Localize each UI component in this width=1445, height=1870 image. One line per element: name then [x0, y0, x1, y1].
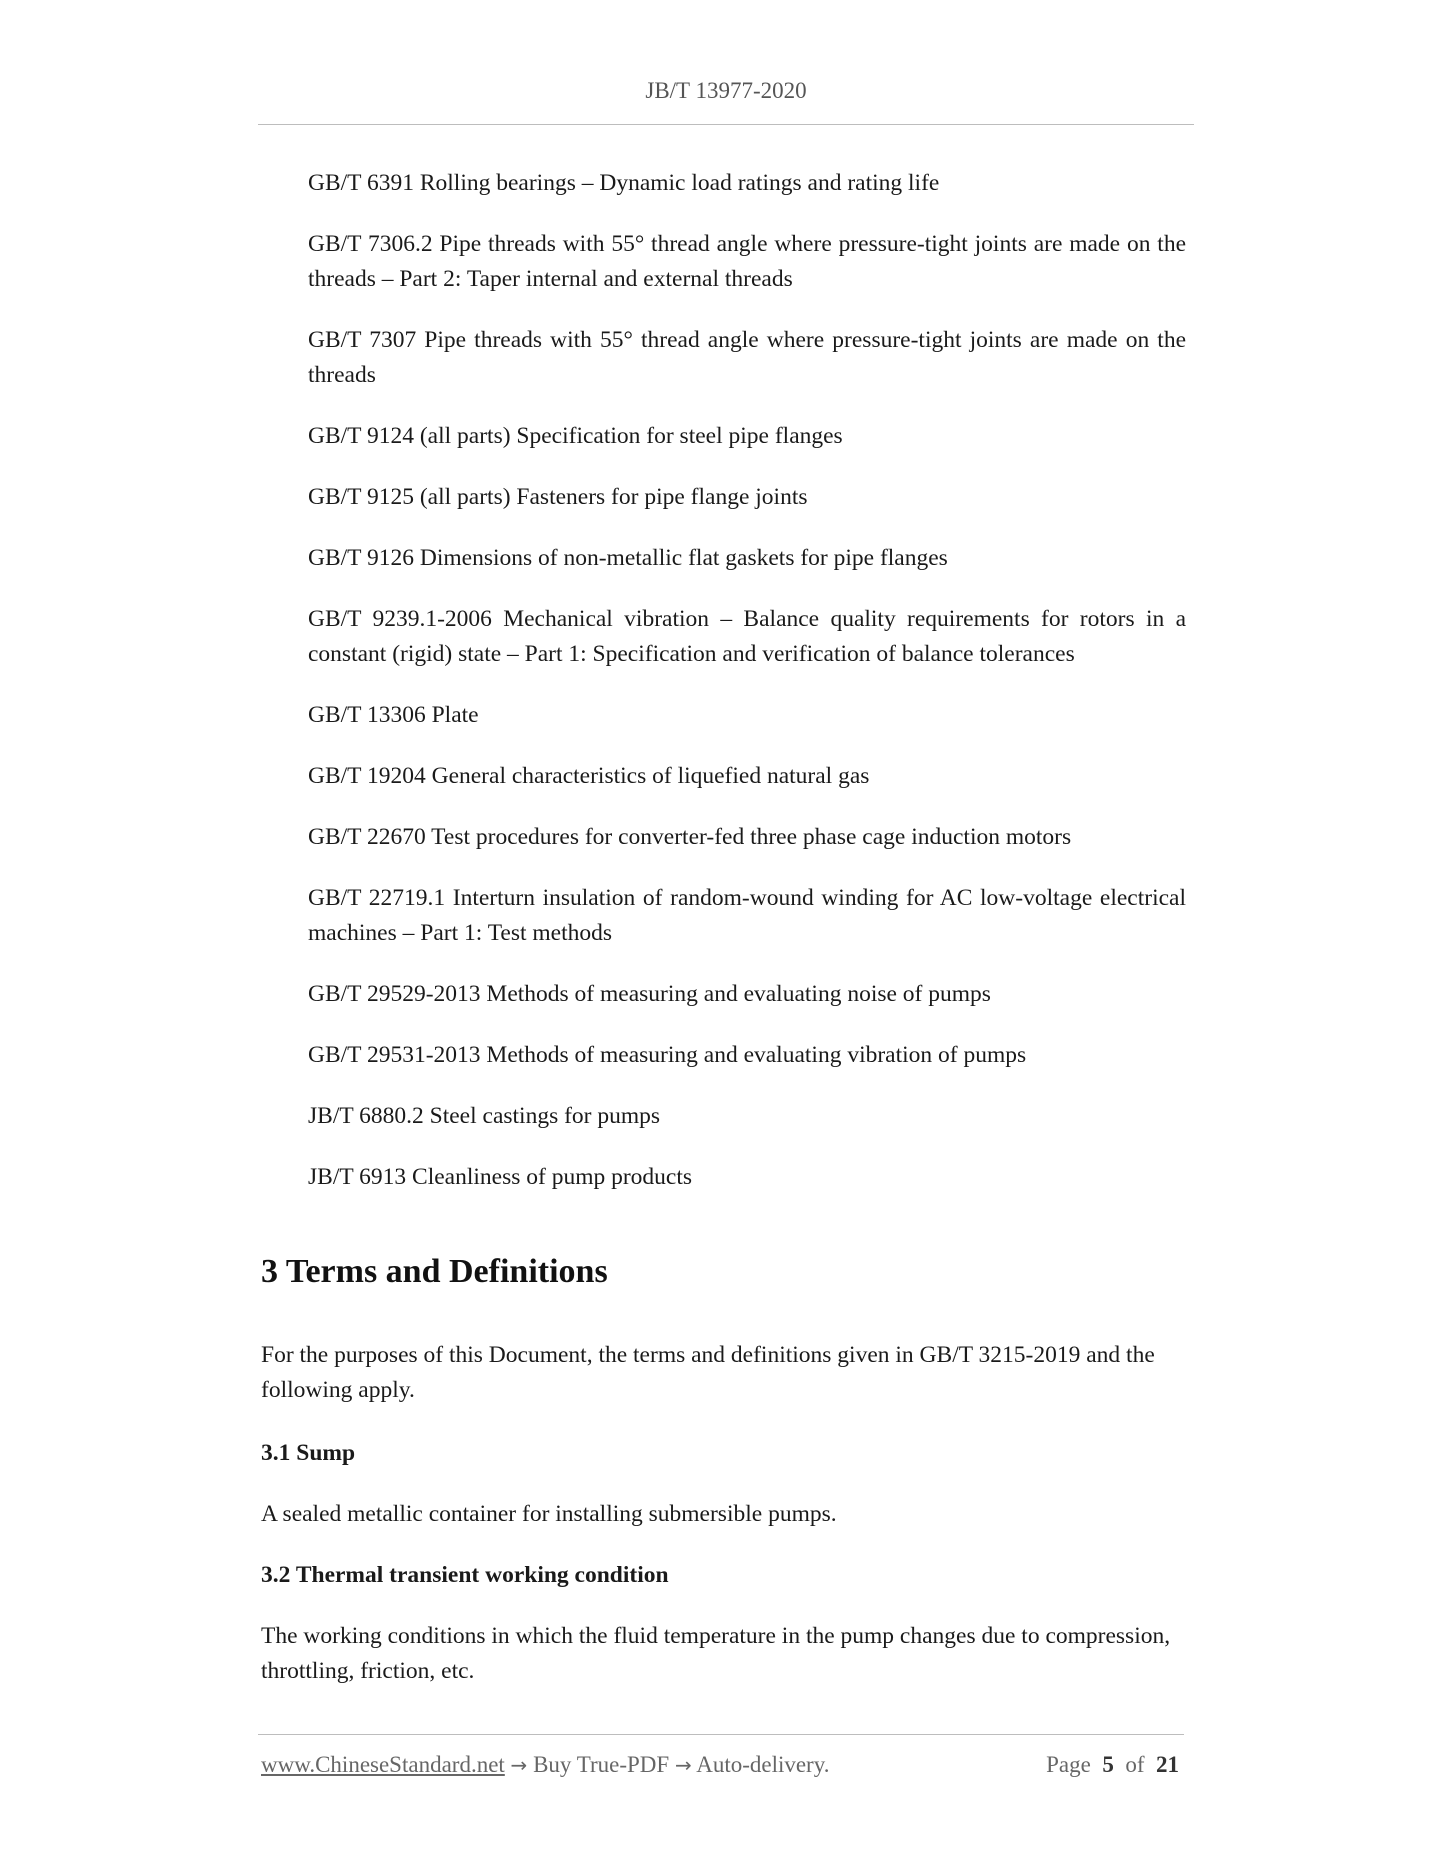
footer-divider: [258, 1734, 1184, 1735]
reference-item: GB/T 7306.2 Pipe threads with 55° thread angle where pressure-tight joints are made on the threads – Part 2: Taper internal and external threads: [308, 231, 1186, 292]
arrow-right-icon: →: [674, 1753, 692, 1777]
site-link[interactable]: www.ChineseStandard.net: [261, 1752, 505, 1777]
buy-text: Buy True-PDF: [533, 1752, 670, 1777]
reference-item: GB/T 22719.1 Interturn insulation of random-wound winding for AC low-voltage electrical machines – Part 1: Test methods: [308, 885, 1186, 946]
footer-promo: [261, 1752, 829, 1778]
reference-item: GB/T 29529-2013 Methods of measuring and evaluating noise of pumps: [308, 981, 991, 1007]
page-label: Page: [1046, 1752, 1091, 1777]
page-number: [1046, 1752, 1179, 1778]
reference-item: GB/T 9126 Dimensions of non-metallic flat gaskets for pipe flanges: [308, 545, 948, 571]
term-heading: 3.2 Thermal transient working condition: [261, 1562, 669, 1588]
section-intro: For the purposes of this Document, the terms and definitions given in GB/T 3215-2019 and the following apply.: [261, 1342, 1155, 1403]
delivery-text: Auto-delivery.: [696, 1752, 830, 1777]
section-title: 3 Terms and Definitions: [261, 1253, 608, 1290]
page-current: 5: [1102, 1752, 1114, 1777]
reference-item: GB/T 9124 (all parts) Specification for steel pipe flanges: [308, 423, 843, 449]
normative-references-list: [308, 166, 1186, 1221]
reference-item: GB/T 6391 Rolling bearings – Dynamic load ratings and rating life: [308, 170, 940, 196]
reference-item: JB/T 6880.2 Steel castings for pumps: [308, 1103, 661, 1129]
term-definition: The working conditions in which the fluid temperature in the pump changes due to compression, throttling, friction, etc.: [261, 1623, 1171, 1684]
page-total: 21: [1156, 1752, 1179, 1777]
term-definition: A sealed metallic container for installing submersible pumps.: [261, 1501, 837, 1527]
reference-item: GB/T 9125 (all parts) Fasteners for pipe flange joints: [308, 484, 808, 510]
reference-item: GB/T 29531-2013 Methods of measuring and evaluating vibration of pumps: [308, 1042, 1027, 1068]
reference-item: GB/T 13306 Plate: [308, 702, 479, 728]
reference-item: GB/T 22670 Test procedures for converter-fed three phase cage induction motors: [308, 824, 1072, 850]
page-of: of: [1125, 1752, 1145, 1777]
reference-item: GB/T 7307 Pipe threads with 55° thread angle where pressure-tight joints are made on the threads: [308, 327, 1186, 388]
document-header: JB/T 13977-2020: [645, 78, 807, 103]
reference-item: JB/T 6913 Cleanliness of pump products: [308, 1164, 693, 1190]
header-divider: [258, 124, 1194, 125]
arrow-right-icon: →: [510, 1753, 528, 1777]
reference-item: GB/T 19204 General characteristics of liquefied natural gas: [308, 763, 870, 789]
term-heading: 3.1 Sump: [261, 1440, 356, 1466]
reference-item: GB/T 9239.1-2006 Mechanical vibration – Balance quality requirements for rotors in a constant (rigid) state – Part 1: Specification and verification of balance tolerances: [308, 606, 1186, 667]
